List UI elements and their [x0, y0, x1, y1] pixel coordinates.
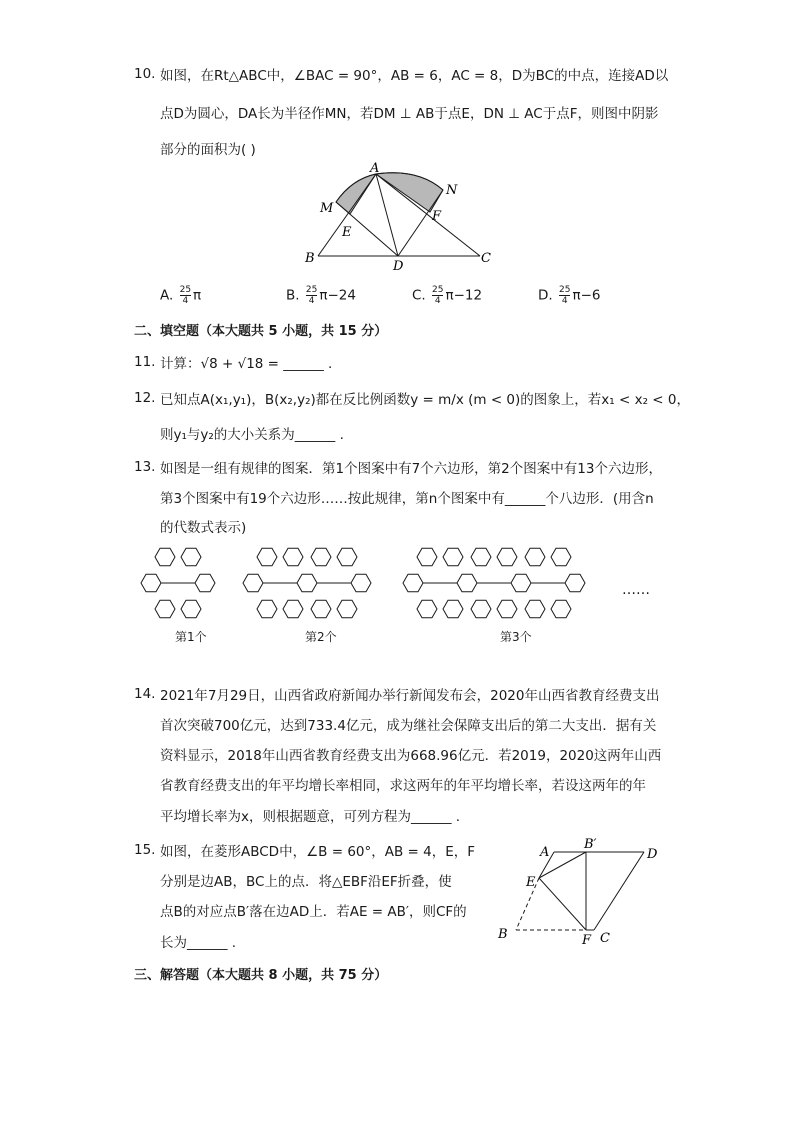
q14-line2: 首次突破700亿元，达到733.4亿元，成为继社会保障支出后的第二大支出．据有关: [160, 718, 657, 734]
hexagon: [351, 574, 371, 591]
shaded-region-right: [376, 173, 443, 212]
q13-hexagon-patterns: [130, 545, 670, 625]
q13-caption-3: 第3个: [500, 630, 532, 644]
hexagon: [155, 548, 175, 565]
label-M: M: [320, 201, 334, 216]
label-C: C: [481, 251, 491, 266]
q13-line3: 的代数式表示): [160, 520, 247, 536]
label-B: B: [305, 251, 315, 266]
hexagon: [181, 548, 201, 565]
hexagon: [525, 600, 545, 617]
q10-number: 10.: [134, 66, 156, 82]
q12-number: 12.: [134, 390, 156, 406]
hexagon: [403, 574, 423, 591]
hexagon: [551, 548, 571, 565]
q15-line2: 分别是边AB，BC上的点．将△EBF沿EF折叠，使: [160, 874, 452, 890]
hexagon: [443, 600, 463, 617]
q14-line5: 平均增长率为x，则根据题意，可列方程为______ .: [160, 809, 461, 825]
hexagon: [337, 548, 357, 565]
q11-text: 计算：√8 + √18 = ______ .: [160, 356, 333, 372]
label-D: D: [393, 259, 404, 272]
q14-line1: 2021年7月29日，山西省政府新闻办举行新闻发布会，2020年山西省教育经费支出: [160, 688, 660, 704]
hexagon: [283, 548, 303, 565]
hexagon: [457, 574, 477, 591]
hexagon: [141, 574, 161, 591]
q10-option-a[interactable]: A. $\frac{25}{4}$ π: [160, 285, 202, 306]
hexagon: [195, 574, 215, 591]
label-C: C: [600, 931, 610, 946]
q15-line4: 长为______ .: [160, 935, 237, 951]
section2-heading: 二、填空题（本大题共 5 小题，共 15 分）: [134, 324, 388, 339]
hexagon: [155, 600, 175, 617]
hexagon: [417, 600, 437, 617]
hexagon: [337, 600, 357, 617]
q13-ellipsis: ……: [622, 582, 650, 598]
hexagon: [283, 600, 303, 617]
q11-number: 11.: [134, 354, 156, 370]
label-B: B: [498, 927, 508, 942]
q10-option-b[interactable]: B. $\frac{25}{4}$ π−24: [286, 285, 356, 306]
hexagon: [511, 574, 531, 591]
label-D: D: [647, 847, 658, 862]
label-B-prime: B′: [584, 837, 597, 852]
q15-figure: [494, 836, 674, 948]
hexagon: [311, 600, 331, 617]
label-F: F: [582, 933, 592, 948]
hexagon: [297, 574, 317, 591]
q10-line2: 点D为圆心，DA长为半径作MN，若DM ⊥ AB于点E，DN ⊥ AC于点F，则图中阴影: [160, 106, 659, 122]
hexagon: [257, 548, 277, 565]
q14-line3: 资料显示，2018年山西省教育经费支出为668.96亿元．若2019，2020这两年山西: [160, 748, 662, 764]
q14-number: 14.: [134, 686, 156, 702]
hexagon: [565, 574, 585, 591]
q15-number: 15.: [134, 842, 156, 858]
hexagon: [181, 600, 201, 617]
q14-line4: 省教育经费支出的年平均增长率相同，求这两年的年平均增长率，若设这两年的年: [160, 778, 646, 794]
q13-line1: 如图是一组有规律的图案．第1个图案中有7个六边形，第2个图案中有13个六边形，: [160, 461, 662, 477]
hexagon: [417, 548, 437, 565]
q12-line1: 已知点A(x₁,y₁)，B(x₂,y₂)都在反比例函数y = m/x (m < 0)的图象上，若x₁ < x₂ < 0，: [160, 392, 690, 408]
q13-caption-2: 第2个: [305, 630, 337, 644]
q15-line3: 点B的对应点B′落在边AD上．若AE = AB′，则CF的: [160, 904, 467, 920]
q12-line2: 则y₁与y₂的大小关系为______ .: [160, 427, 344, 443]
q10-option-d[interactable]: D. $\frac{25}{4}$ π−6: [538, 285, 601, 306]
hexagon: [311, 548, 331, 565]
label-E: E: [342, 225, 352, 240]
q10-line3: 部分的面积为( ): [160, 142, 256, 158]
hexagon: [551, 600, 571, 617]
q13-caption-1: 第1个: [175, 630, 207, 644]
q13-number: 13.: [134, 459, 156, 475]
hexagon: [497, 600, 517, 617]
q15-line1: 如图，在菱形ABCD中，∠B = 60°，AB = 4，E，F: [160, 844, 476, 860]
q10-line1: 如图，在Rt△ABC中，∠BAC = 90°，AB = 6，AC = 8，D为BC的中点，连接AD以: [160, 68, 669, 84]
section3-heading: 三、解答题（本大题共 8 小题，共 75 分）: [134, 968, 388, 983]
label-F: F: [432, 209, 442, 224]
label-E: E: [526, 875, 536, 890]
hexagon: [497, 548, 517, 565]
label-A: A: [540, 845, 550, 860]
q10-figure: [300, 162, 500, 272]
hexagon: [257, 600, 277, 617]
q10-option-c[interactable]: C. $\frac{25}{4}$ π−12: [412, 285, 483, 306]
label-A: A: [370, 162, 380, 176]
hexagon: [525, 548, 545, 565]
hexagon: [243, 574, 263, 591]
hexagon: [443, 548, 463, 565]
hexagon: [471, 548, 491, 565]
q13-line2: 第3个图案中有19个六边形……按此规律，第n个图案中有______个八边形．(用含n: [160, 491, 654, 507]
label-N: N: [446, 183, 458, 198]
hexagon: [471, 600, 491, 617]
